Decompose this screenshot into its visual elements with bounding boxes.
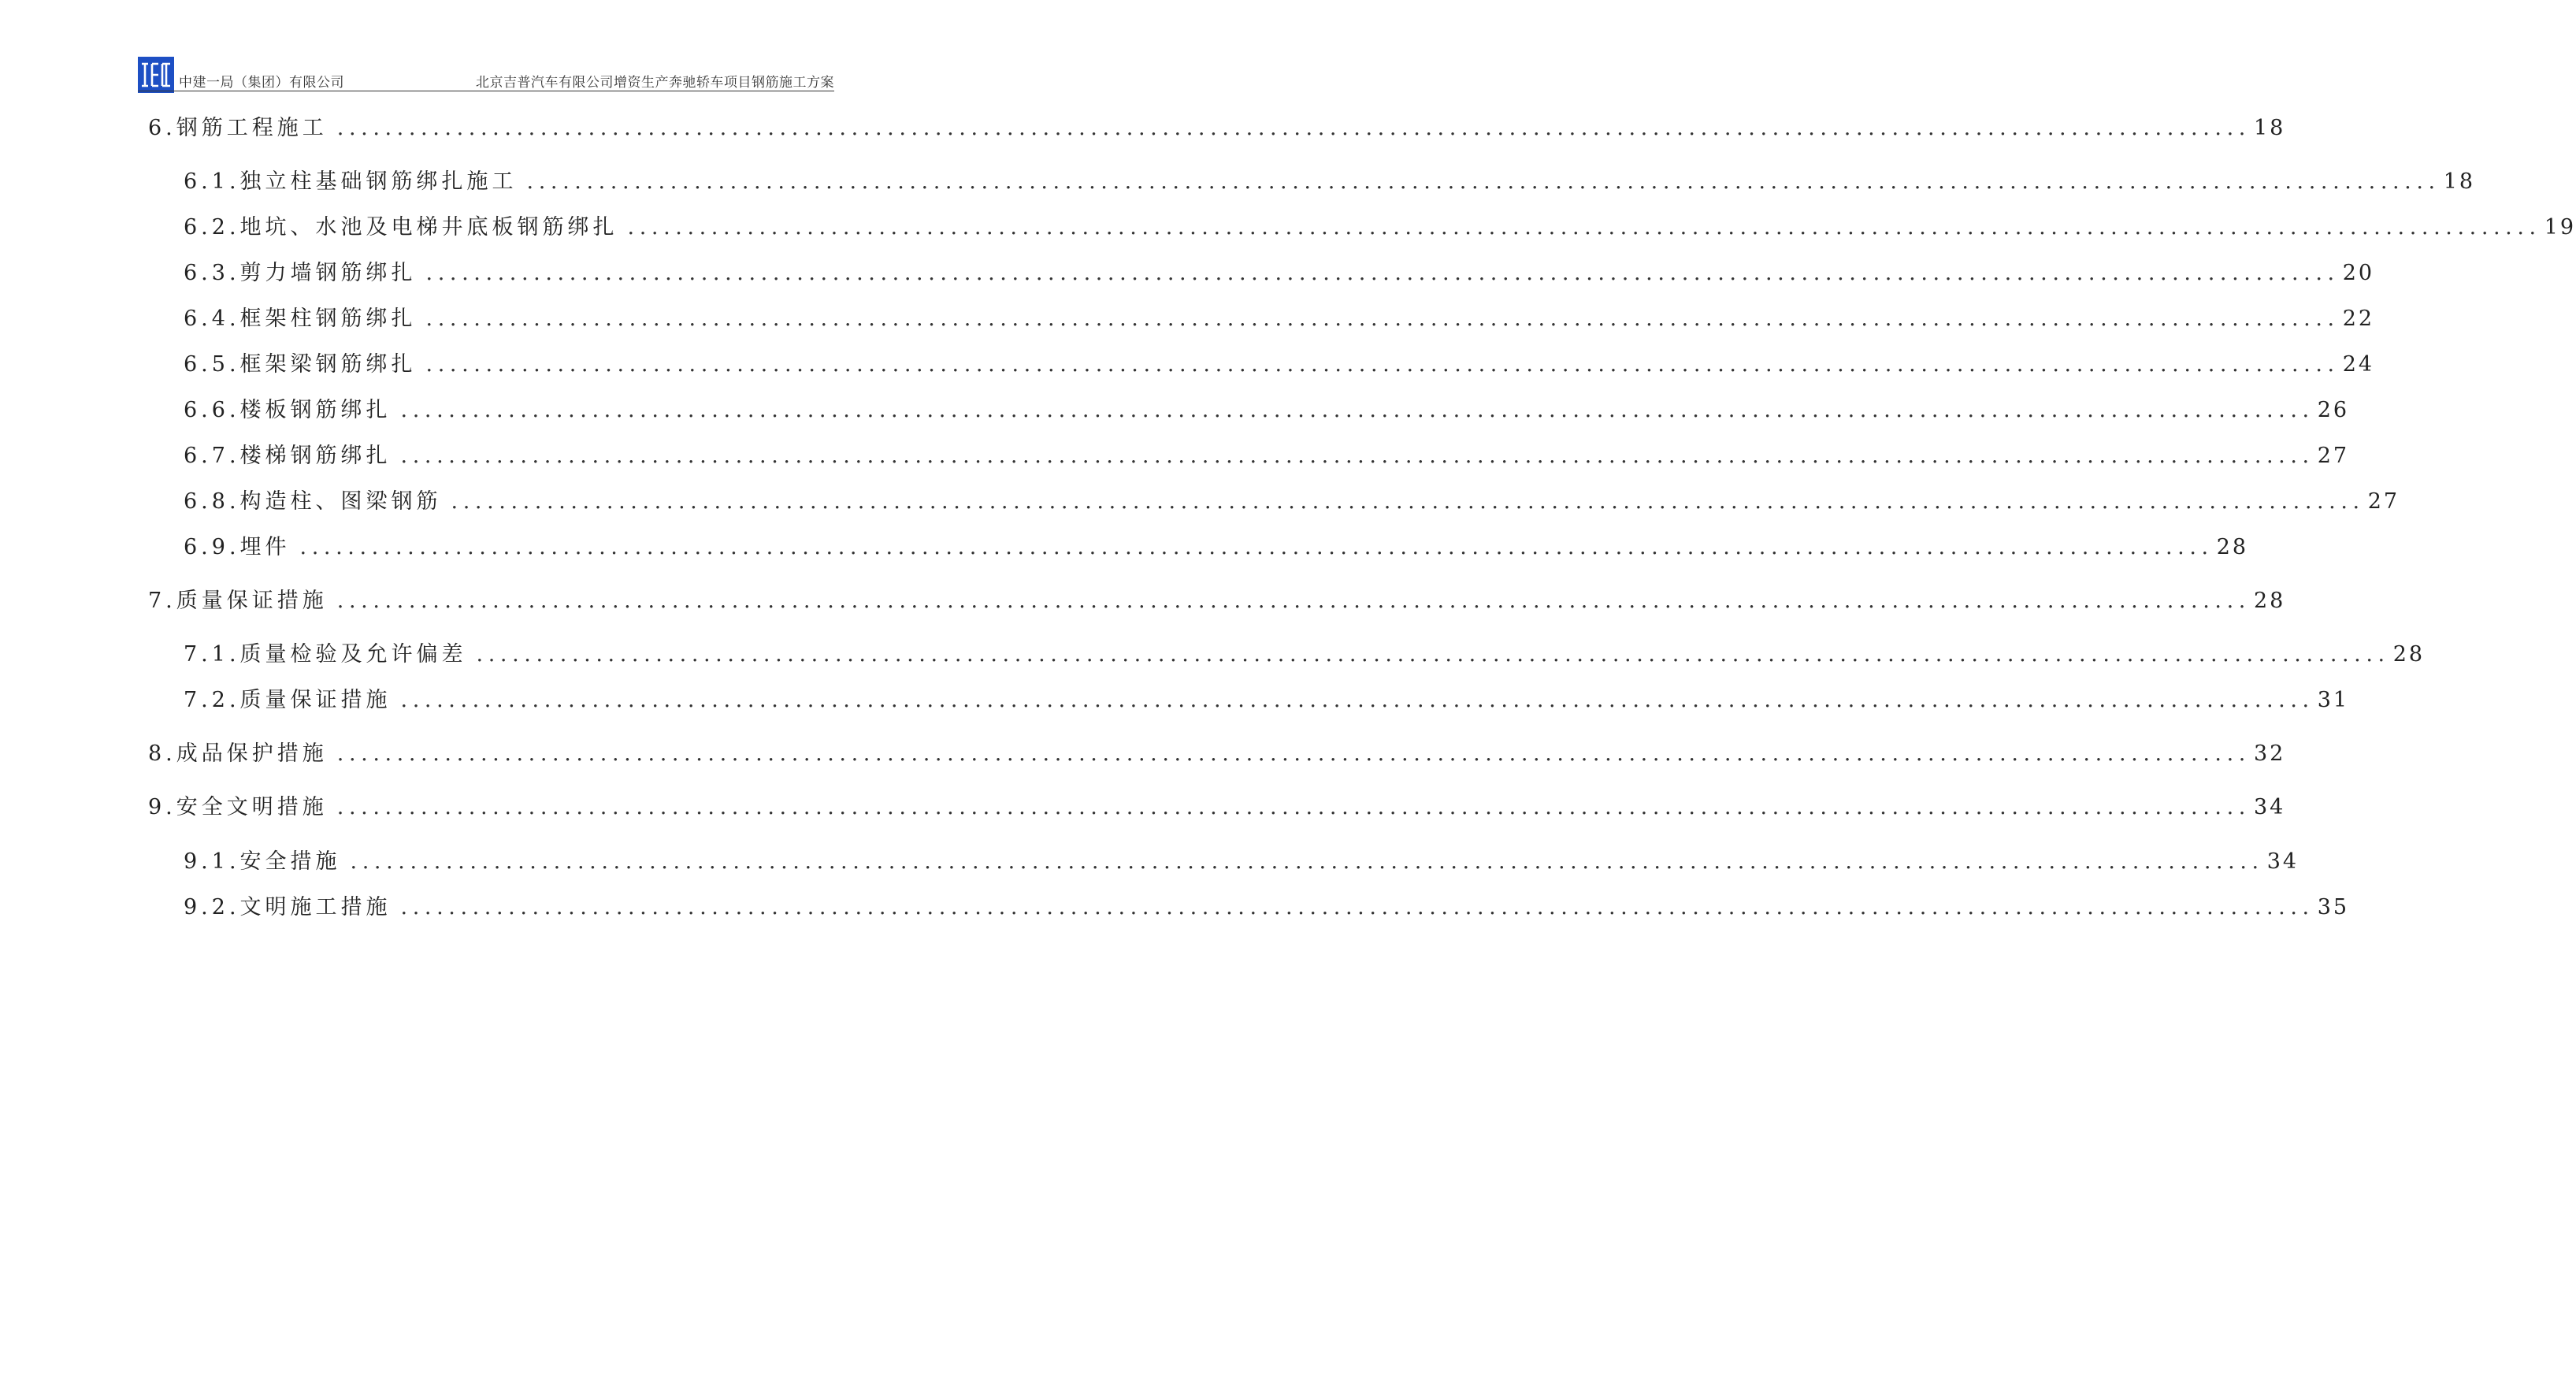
toc-entry-number: 6.5. [184,352,240,377]
toc-entry-number: 7. [148,589,176,613]
company-name: 中建一局（集团）有限公司 [179,75,344,91]
project-title: 北京吉普汽车有限公司增资生产奔驰轿车项目钢筋施工方案 [476,75,834,91]
toc-dot-leader: ................................................................................................................................................................ [400,895,2314,919]
toc-entry-page: 34 [2266,849,2299,874]
toc-entry-page: 18 [2443,169,2476,194]
toc-entry-page: 35 [2317,895,2350,919]
toc-entry-page: 26 [2317,398,2350,422]
toc-entry-title: 构造柱、图梁钢筋 [239,489,442,514]
toc-entry[interactable] [148,585,2286,617]
toc-dot-leader: ................................................................................................................................................................ [451,489,2365,514]
toc-entry-title: 楼板钢筋绑扎 [239,398,392,422]
toc-entry-page: 28 [2253,589,2286,613]
toc-entry[interactable] [148,738,2286,770]
toc-dot-leader: ................................................................................................................................................................ [336,589,2251,613]
toc-entry[interactable] [148,113,2286,144]
toc-entry-page: 22 [2342,306,2375,331]
toc-entry-title: 安全措施 [239,849,341,874]
toc-entry-page: 34 [2253,795,2286,819]
toc-entry-title: 安全文明措施 [176,795,328,819]
toc-dot-leader: ................................................................................................................................................................ [336,741,2251,766]
toc-entry[interactable] [184,212,2576,243]
toc-entry-number: 7.2. [184,688,240,712]
toc-entry-page: 20 [2342,261,2375,285]
toc-entry-number: 6.2. [184,215,240,240]
toc-dot-leader: ................................................................................................................................................................ [425,261,2340,285]
toc-dot-leader: ................................................................................................................................................................ [425,352,2340,377]
toc-dot-leader: ................................................................................................................................................................ [400,444,2314,468]
toc-dot-leader: ................................................................................................................................................................ [476,642,2390,667]
toc-entry[interactable] [148,792,2286,823]
toc-entry-page: 28 [2392,642,2426,667]
toc-entry-title: 质量检验及允许偏差 [239,642,467,667]
toc-entry[interactable] [184,532,2249,563]
toc-dot-leader: ................................................................................................................................................................ [425,306,2340,331]
toc-entry-title: 钢筋工程施工 [176,116,328,140]
toc-entry-number: 6.9. [184,535,240,559]
toc-entry-title: 框架梁钢筋绑扎 [239,352,417,377]
toc-entry-number: 7.1. [184,642,240,667]
toc-dot-leader: ................................................................................................................................................................ [350,849,2264,874]
toc-entry-title: 文明施工措施 [239,895,392,919]
toc-entry-number: 6.1. [184,169,240,194]
toc-entry[interactable] [184,639,2426,671]
toc-entry[interactable] [184,395,2350,426]
toc-entry-title: 剪力墙钢筋绑扎 [239,261,417,285]
toc-entry-title: 质量保证措施 [176,589,328,613]
toc-entry-title: 质量保证措施 [239,688,392,712]
toc-entry-title: 独立柱基础钢筋绑扎施工 [239,169,518,194]
toc-entry[interactable] [184,166,2476,198]
toc-entry-page: 31 [2317,688,2350,712]
toc-entry[interactable] [184,486,2400,518]
toc-entry-title: 楼梯钢筋绑扎 [239,444,392,468]
toc-entry-title: 埋件 [239,535,291,559]
toc-entry[interactable] [184,685,2350,716]
toc-dot-leader: ................................................................................................................................................................ [400,398,2314,422]
toc-dot-leader: ................................................................................................................................................................ [400,688,2314,712]
toc-entry-page: 27 [2367,489,2400,514]
toc-entry-page: 19 [2544,215,2576,240]
toc-dot-leader: ................................................................................................................................................................ [299,535,2214,559]
toc-entry-number: 6.3. [184,261,240,285]
toc-entry[interactable] [184,440,2350,472]
toc-entry-number: 9.1. [184,849,240,874]
toc-entry-number: 9.2. [184,895,240,919]
toc-entry[interactable] [184,258,2375,289]
toc-entry-page: 24 [2342,352,2375,377]
toc-entry[interactable] [184,892,2350,923]
toc-entry-number: 9. [148,795,176,819]
toc-entry-number: 6. [148,116,176,140]
toc-entry-page: 28 [2216,535,2249,559]
toc-entry[interactable] [184,303,2375,335]
toc-dot-leader: ................................................................................................................................................................ [336,795,2251,819]
toc-entry[interactable] [184,349,2375,381]
toc-entry[interactable] [184,846,2299,878]
toc-entry-number: 6.4. [184,306,240,331]
toc-dot-leader: ................................................................................................................................................................ [336,116,2251,140]
toc-entry-title: 地坑、水池及电梯井底板钢筋绑扎 [239,215,618,240]
toc-entry-number: 6.8. [184,489,240,514]
toc-entry-title: 框架柱钢筋绑扎 [239,306,417,331]
toc-dot-leader: ................................................................................................................................................................ [627,215,2541,240]
toc-dot-leader: ................................................................................................................................................................ [526,169,2441,194]
toc-entry-page: 32 [2253,741,2286,766]
toc-entry-number: 8. [148,741,176,766]
toc-entry-number: 6.6. [184,398,240,422]
toc-entry-title: 成品保护措施 [176,741,328,766]
toc-entry-number: 6.7. [184,444,240,468]
toc-entry-page: 27 [2317,444,2350,468]
toc-entry-page: 18 [2253,116,2286,140]
